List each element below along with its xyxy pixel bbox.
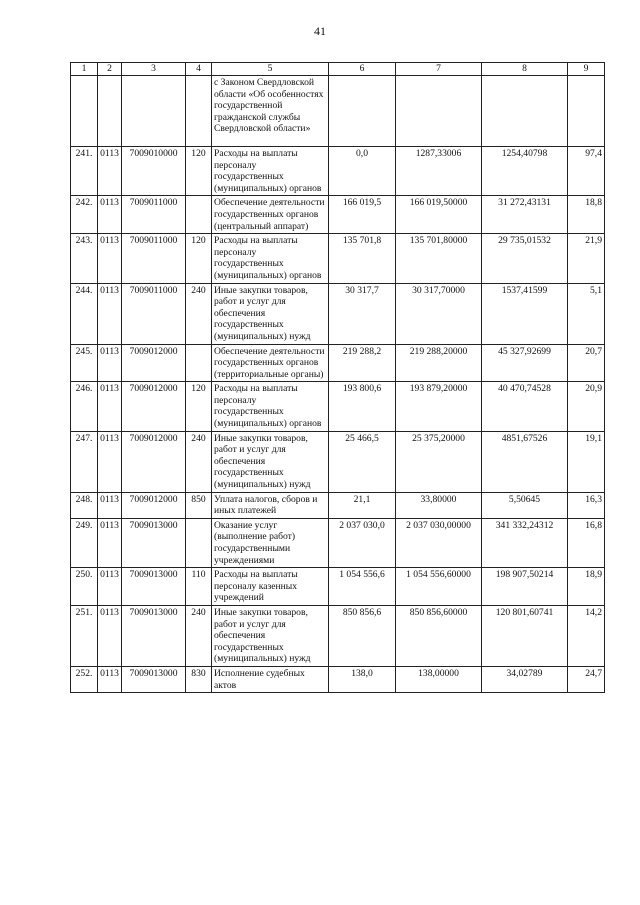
- initial-plan-cell: 138,0: [329, 666, 396, 692]
- expense-type-cell: [186, 344, 212, 382]
- expense-type-cell: 240: [186, 431, 212, 492]
- initial-plan-cell: 2 037 030,0: [329, 518, 396, 567]
- name-cell: Обеспечение деятельности государственных органов (центральный аппарат): [212, 196, 329, 234]
- executed-cell: 120 801,60741: [482, 605, 568, 666]
- initial-plan-cell: 25 466,5: [329, 431, 396, 492]
- target-code-cell: 7009011000: [122, 196, 186, 234]
- row-number-cell: 244.: [71, 283, 98, 344]
- name-cell: Оказание услуг (выполнение работ) государственными учреждениями: [212, 518, 329, 567]
- row-number-cell: 250.: [71, 568, 98, 606]
- percent-cell: 21,9: [568, 234, 605, 283]
- table-row: [71, 283, 605, 344]
- column-header: 4: [186, 63, 212, 76]
- section-code-cell: 0113: [98, 196, 122, 234]
- column-header: 2: [98, 63, 122, 76]
- refined-plan-cell: 30 317,70000: [396, 283, 482, 344]
- refined-plan-cell: 2 037 030,00000: [396, 518, 482, 567]
- row-number-cell: 245.: [71, 344, 98, 382]
- refined-plan-cell: 1 054 556,60000: [396, 568, 482, 606]
- row-number-cell: 252.: [71, 666, 98, 692]
- executed-cell: 40 470,74528: [482, 382, 568, 431]
- empty-cell: [482, 76, 568, 147]
- target-code-cell: 7009013000: [122, 605, 186, 666]
- executed-cell: 45 327,92699: [482, 344, 568, 382]
- expense-type-cell: 120: [186, 382, 212, 431]
- empty-cell: [396, 76, 482, 147]
- row-number-cell: 243.: [71, 234, 98, 283]
- initial-plan-cell: 1 054 556,6: [329, 568, 396, 606]
- initial-plan-cell: 193 800,6: [329, 382, 396, 431]
- table-row: [71, 605, 605, 666]
- initial-plan-cell: 135 701,8: [329, 234, 396, 283]
- row-number-cell: 246.: [71, 382, 98, 431]
- section-code-cell: 0113: [98, 518, 122, 567]
- executed-cell: 198 907,50214: [482, 568, 568, 606]
- budget-table: [70, 62, 605, 693]
- percent-cell: 20,7: [568, 344, 605, 382]
- section-code-cell: 0113: [98, 492, 122, 518]
- refined-plan-cell: 138,00000: [396, 666, 482, 692]
- table-row: [71, 234, 605, 283]
- name-cell: Уплата налогов, сборов и иных платежей: [212, 492, 329, 518]
- name-cell: Обеспечение деятельности государственных органов (территориальные органы): [212, 344, 329, 382]
- percent-cell: 24,7: [568, 666, 605, 692]
- percent-cell: 20,9: [568, 382, 605, 431]
- name-cell: Расходы на выплаты персоналу государственных (муниципальных) органов: [212, 147, 329, 196]
- column-header: 1: [71, 63, 98, 76]
- expense-type-cell: 120: [186, 147, 212, 196]
- row-number-cell: 241.: [71, 147, 98, 196]
- column-header: 6: [329, 63, 396, 76]
- refined-plan-cell: 33,80000: [396, 492, 482, 518]
- target-code-cell: 7009012000: [122, 344, 186, 382]
- refined-plan-cell: 135 701,80000: [396, 234, 482, 283]
- empty-cell: [186, 76, 212, 147]
- refined-plan-cell: 850 856,60000: [396, 605, 482, 666]
- name-cell: Расходы на выплаты персоналу государственных (муниципальных) органов: [212, 382, 329, 431]
- percent-cell: 19,1: [568, 431, 605, 492]
- column-header: 7: [396, 63, 482, 76]
- percent-cell: 5,1: [568, 283, 605, 344]
- expense-type-cell: 120: [186, 234, 212, 283]
- section-code-cell: 0113: [98, 147, 122, 196]
- column-header: 9: [568, 63, 605, 76]
- percent-cell: 16,3: [568, 492, 605, 518]
- section-code-cell: 0113: [98, 283, 122, 344]
- refined-plan-cell: 25 375,20000: [396, 431, 482, 492]
- expense-type-cell: 240: [186, 605, 212, 666]
- row-number-cell: 251.: [71, 605, 98, 666]
- section-code-cell: 0113: [98, 344, 122, 382]
- refined-plan-cell: 219 288,20000: [396, 344, 482, 382]
- percent-cell: 14,2: [568, 605, 605, 666]
- percent-cell: 18,8: [568, 196, 605, 234]
- table-row: [71, 147, 605, 196]
- executed-cell: 4851,67526: [482, 431, 568, 492]
- empty-cell: [98, 76, 122, 147]
- table-row: [71, 568, 605, 606]
- page-number: 41: [314, 24, 326, 38]
- percent-cell: 18,9: [568, 568, 605, 606]
- section-code-cell: 0113: [98, 568, 122, 606]
- section-code-cell: 0113: [98, 666, 122, 692]
- table-row: [71, 196, 605, 234]
- target-code-cell: 7009011000: [122, 234, 186, 283]
- row-number-cell: 248.: [71, 492, 98, 518]
- executed-cell: 34,02789: [482, 666, 568, 692]
- executed-cell: 1254,40798: [482, 147, 568, 196]
- table-row: [71, 382, 605, 431]
- refined-plan-cell: 1287,33006: [396, 147, 482, 196]
- executed-cell: 5,50645: [482, 492, 568, 518]
- expense-type-cell: 850: [186, 492, 212, 518]
- column-header: 8: [482, 63, 568, 76]
- row-number-cell: 242.: [71, 196, 98, 234]
- executed-cell: 29 735,01532: [482, 234, 568, 283]
- initial-plan-cell: 30 317,7: [329, 283, 396, 344]
- row-number-cell: 247.: [71, 431, 98, 492]
- target-code-cell: 7009013000: [122, 666, 186, 692]
- header-row: [71, 63, 605, 76]
- initial-plan-cell: 219 288,2: [329, 344, 396, 382]
- expense-type-cell: [186, 518, 212, 567]
- row-number-cell: 249.: [71, 518, 98, 567]
- target-code-cell: 7009012000: [122, 431, 186, 492]
- expense-type-cell: 240: [186, 283, 212, 344]
- table-row: [71, 431, 605, 492]
- section-code-cell: 0113: [98, 605, 122, 666]
- initial-plan-cell: 850 856,6: [329, 605, 396, 666]
- expense-type-cell: 110: [186, 568, 212, 606]
- executed-cell: 1537,41599: [482, 283, 568, 344]
- target-code-cell: 7009012000: [122, 492, 186, 518]
- expense-type-cell: 830: [186, 666, 212, 692]
- initial-plan-cell: 166 019,5: [329, 196, 396, 234]
- table-row: [71, 666, 605, 692]
- table-row: [71, 492, 605, 518]
- table-row: [71, 518, 605, 567]
- target-code-cell: 7009011000: [122, 283, 186, 344]
- continuation-row: [71, 76, 605, 147]
- initial-plan-cell: 0,0: [329, 147, 396, 196]
- target-code-cell: 7009010000: [122, 147, 186, 196]
- target-code-cell: 7009013000: [122, 568, 186, 606]
- name-cell: Исполнение судебных актов: [212, 666, 329, 692]
- column-header: 3: [122, 63, 186, 76]
- name-cell: Иные закупки товаров, работ и услуг для обеспечения государственных (муниципальных) нужд: [212, 605, 329, 666]
- name-cell: Иные закупки товаров, работ и услуг для обеспечения государственных (муниципальных) нужд: [212, 431, 329, 492]
- percent-cell: 16,8: [568, 518, 605, 567]
- column-header: 5: [212, 63, 329, 76]
- continuation-name-cell: с Законом Свердловской области «Об особенностях государственной гражданской службы Свердловской области»: [212, 76, 329, 147]
- executed-cell: 31 272,43131: [482, 196, 568, 234]
- target-code-cell: 7009012000: [122, 382, 186, 431]
- empty-cell: [122, 76, 186, 147]
- empty-cell: [329, 76, 396, 147]
- percent-cell: 97,4: [568, 147, 605, 196]
- section-code-cell: 0113: [98, 234, 122, 283]
- refined-plan-cell: 166 019,50000: [396, 196, 482, 234]
- section-code-cell: 0113: [98, 431, 122, 492]
- refined-plan-cell: 193 879,20000: [396, 382, 482, 431]
- empty-cell: [71, 76, 98, 147]
- expense-type-cell: [186, 196, 212, 234]
- name-cell: Иные закупки товаров, работ и услуг для обеспечения государственных (муниципальных) нужд: [212, 283, 329, 344]
- target-code-cell: 7009013000: [122, 518, 186, 567]
- name-cell: Расходы на выплаты персоналу государственных (муниципальных) органов: [212, 234, 329, 283]
- section-code-cell: 0113: [98, 382, 122, 431]
- initial-plan-cell: 21,1: [329, 492, 396, 518]
- empty-cell: [568, 76, 605, 147]
- executed-cell: 341 332,24312: [482, 518, 568, 567]
- table-row: [71, 344, 605, 382]
- name-cell: Расходы на выплаты персоналу казенных учреждений: [212, 568, 329, 606]
